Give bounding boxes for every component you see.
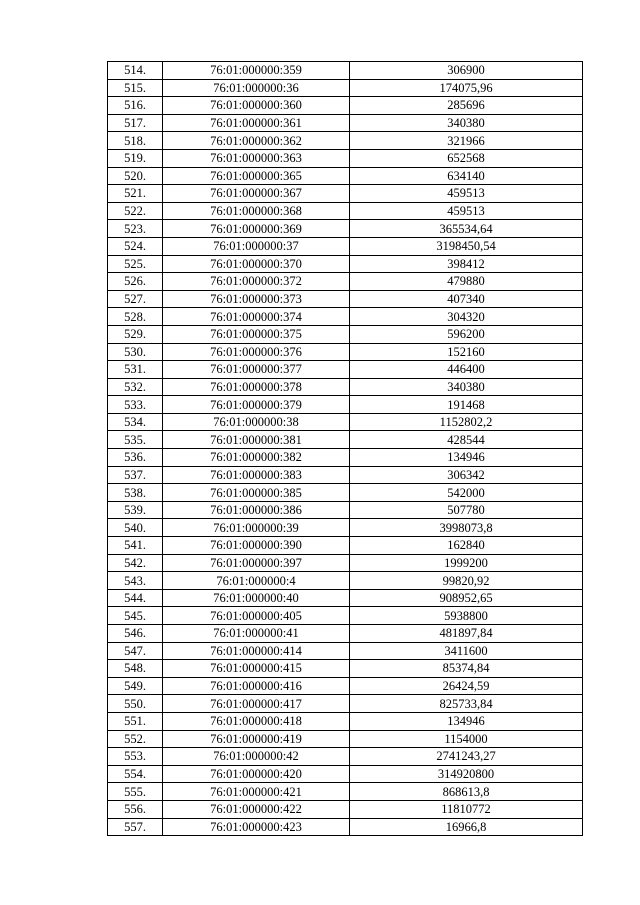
table-row bbox=[108, 273, 583, 291]
row-number-cell: 527. bbox=[108, 290, 163, 308]
row-number-cell: 550. bbox=[108, 695, 163, 713]
value-cell: 634140 bbox=[350, 167, 583, 185]
value-cell: 26424,59 bbox=[350, 677, 583, 695]
value-cell: 340380 bbox=[350, 378, 583, 396]
cadastral-number-cell: 76:01:000000:38 bbox=[163, 413, 350, 431]
table-row bbox=[108, 149, 583, 167]
value-cell: 99820,92 bbox=[350, 572, 583, 590]
value-cell: 398412 bbox=[350, 255, 583, 273]
value-cell: 596200 bbox=[350, 325, 583, 343]
table-row bbox=[108, 800, 583, 818]
cadastral-number-cell: 76:01:000000:419 bbox=[163, 730, 350, 748]
value-cell: 407340 bbox=[350, 290, 583, 308]
table-row bbox=[108, 449, 583, 467]
cadastral-number-cell: 76:01:000000:369 bbox=[163, 220, 350, 238]
cadastral-number-cell: 76:01:000000:372 bbox=[163, 273, 350, 291]
cadastral-number-cell: 76:01:000000:39 bbox=[163, 519, 350, 537]
cadastral-number-cell: 76:01:000000:397 bbox=[163, 554, 350, 572]
cadastral-number-cell: 76:01:000000:420 bbox=[163, 765, 350, 783]
cadastral-number-cell: 76:01:000000:365 bbox=[163, 167, 350, 185]
table-row bbox=[108, 97, 583, 115]
table-row bbox=[108, 167, 583, 185]
table-row bbox=[108, 660, 583, 678]
value-cell: 1152802,2 bbox=[350, 413, 583, 431]
row-number-cell: 529. bbox=[108, 325, 163, 343]
cadastral-number-cell: 76:01:000000:416 bbox=[163, 677, 350, 695]
row-number-cell: 523. bbox=[108, 220, 163, 238]
value-cell: 507780 bbox=[350, 501, 583, 519]
cadastral-number-cell: 76:01:000000:405 bbox=[163, 607, 350, 625]
cadastral-number-cell: 76:01:000000:37 bbox=[163, 237, 350, 255]
value-cell: 191468 bbox=[350, 396, 583, 414]
row-number-cell: 542. bbox=[108, 554, 163, 572]
table-row bbox=[108, 818, 583, 836]
row-number-cell: 545. bbox=[108, 607, 163, 625]
cadastral-number-cell: 76:01:000000:390 bbox=[163, 537, 350, 555]
value-cell: 481897,84 bbox=[350, 625, 583, 643]
table-row bbox=[108, 554, 583, 572]
row-number-cell: 528. bbox=[108, 308, 163, 326]
value-cell: 340380 bbox=[350, 114, 583, 132]
row-number-cell: 515. bbox=[108, 79, 163, 97]
table-row bbox=[108, 114, 583, 132]
table-row bbox=[108, 783, 583, 801]
row-number-cell: 530. bbox=[108, 343, 163, 361]
table-row bbox=[108, 537, 583, 555]
row-number-cell: 520. bbox=[108, 167, 163, 185]
table-row bbox=[108, 466, 583, 484]
row-number-cell: 553. bbox=[108, 748, 163, 766]
table-row bbox=[108, 695, 583, 713]
row-number-cell: 552. bbox=[108, 730, 163, 748]
table-row bbox=[108, 765, 583, 783]
table-row bbox=[108, 361, 583, 379]
table-row bbox=[108, 396, 583, 414]
value-cell: 428544 bbox=[350, 431, 583, 449]
table-row bbox=[108, 62, 583, 80]
cadastral-number-cell: 76:01:000000:414 bbox=[163, 642, 350, 660]
cadastral-number-cell: 76:01:000000:381 bbox=[163, 431, 350, 449]
table-row bbox=[108, 519, 583, 537]
value-cell: 152160 bbox=[350, 343, 583, 361]
value-cell: 3411600 bbox=[350, 642, 583, 660]
table-row bbox=[108, 290, 583, 308]
value-cell: 285696 bbox=[350, 97, 583, 115]
row-number-cell: 540. bbox=[108, 519, 163, 537]
value-cell: 5938800 bbox=[350, 607, 583, 625]
value-cell: 306900 bbox=[350, 62, 583, 80]
row-number-cell: 536. bbox=[108, 449, 163, 467]
value-cell: 1999200 bbox=[350, 554, 583, 572]
row-number-cell: 533. bbox=[108, 396, 163, 414]
table-row bbox=[108, 625, 583, 643]
value-cell: 479880 bbox=[350, 273, 583, 291]
table-row bbox=[108, 132, 583, 150]
row-number-cell: 526. bbox=[108, 273, 163, 291]
cadastral-number-cell: 76:01:000000:367 bbox=[163, 185, 350, 203]
row-number-cell: 537. bbox=[108, 466, 163, 484]
table-row bbox=[108, 642, 583, 660]
table-row bbox=[108, 712, 583, 730]
table-row bbox=[108, 589, 583, 607]
value-cell: 134946 bbox=[350, 712, 583, 730]
cadastral-number-cell: 76:01:000000:418 bbox=[163, 712, 350, 730]
row-number-cell: 547. bbox=[108, 642, 163, 660]
table-row bbox=[108, 220, 583, 238]
row-number-cell: 544. bbox=[108, 589, 163, 607]
cadastral-number-cell: 76:01:000000:360 bbox=[163, 97, 350, 115]
row-number-cell: 556. bbox=[108, 800, 163, 818]
table-row bbox=[108, 607, 583, 625]
cadastral-number-cell: 76:01:000000:40 bbox=[163, 589, 350, 607]
table-row bbox=[108, 185, 583, 203]
table-row bbox=[108, 572, 583, 590]
table-row bbox=[108, 431, 583, 449]
value-cell: 1154000 bbox=[350, 730, 583, 748]
cadastral-number-cell: 76:01:000000:415 bbox=[163, 660, 350, 678]
row-number-cell: 538. bbox=[108, 484, 163, 502]
cadastral-number-cell: 76:01:000000:368 bbox=[163, 202, 350, 220]
cadastral-number-cell: 76:01:000000:374 bbox=[163, 308, 350, 326]
row-number-cell: 539. bbox=[108, 501, 163, 519]
cadastral-number-cell: 76:01:000000:41 bbox=[163, 625, 350, 643]
value-cell: 321966 bbox=[350, 132, 583, 150]
cadastral-number-cell: 76:01:000000:378 bbox=[163, 378, 350, 396]
cadastral-number-cell: 76:01:000000:382 bbox=[163, 449, 350, 467]
table-row bbox=[108, 730, 583, 748]
cadastral-number-cell: 76:01:000000:361 bbox=[163, 114, 350, 132]
table-row bbox=[108, 79, 583, 97]
cadastral-number-cell: 76:01:000000:422 bbox=[163, 800, 350, 818]
value-cell: 446400 bbox=[350, 361, 583, 379]
cadastral-number-cell: 76:01:000000:36 bbox=[163, 79, 350, 97]
cadastral-number-cell: 76:01:000000:385 bbox=[163, 484, 350, 502]
cadastral-number-cell: 76:01:000000:4 bbox=[163, 572, 350, 590]
value-cell: 11810772 bbox=[350, 800, 583, 818]
value-cell: 542000 bbox=[350, 484, 583, 502]
row-number-cell: 555. bbox=[108, 783, 163, 801]
value-cell: 459513 bbox=[350, 185, 583, 203]
value-cell: 459513 bbox=[350, 202, 583, 220]
row-number-cell: 521. bbox=[108, 185, 163, 203]
cadastral-number-cell: 76:01:000000:42 bbox=[163, 748, 350, 766]
cadastral-number-cell: 76:01:000000:363 bbox=[163, 149, 350, 167]
cadastral-number-cell: 76:01:000000:386 bbox=[163, 501, 350, 519]
row-number-cell: 557. bbox=[108, 818, 163, 836]
value-cell: 908952,65 bbox=[350, 589, 583, 607]
row-number-cell: 549. bbox=[108, 677, 163, 695]
row-number-cell: 534. bbox=[108, 413, 163, 431]
cadastral-number-cell: 76:01:000000:376 bbox=[163, 343, 350, 361]
value-cell: 306342 bbox=[350, 466, 583, 484]
table-row bbox=[108, 748, 583, 766]
row-number-cell: 531. bbox=[108, 361, 163, 379]
value-cell: 16966,8 bbox=[350, 818, 583, 836]
row-number-cell: 518. bbox=[108, 132, 163, 150]
value-cell: 868613,8 bbox=[350, 783, 583, 801]
value-cell: 134946 bbox=[350, 449, 583, 467]
value-cell: 2741243,27 bbox=[350, 748, 583, 766]
row-number-cell: 522. bbox=[108, 202, 163, 220]
row-number-cell: 554. bbox=[108, 765, 163, 783]
value-cell: 825733,84 bbox=[350, 695, 583, 713]
row-number-cell: 517. bbox=[108, 114, 163, 132]
value-cell: 652568 bbox=[350, 149, 583, 167]
value-cell: 304320 bbox=[350, 308, 583, 326]
table-row bbox=[108, 378, 583, 396]
row-number-cell: 548. bbox=[108, 660, 163, 678]
cadastral-number-cell: 76:01:000000:362 bbox=[163, 132, 350, 150]
value-cell: 85374,84 bbox=[350, 660, 583, 678]
table-body bbox=[108, 62, 583, 836]
cadastral-number-cell: 76:01:000000:370 bbox=[163, 255, 350, 273]
row-number-cell: 551. bbox=[108, 712, 163, 730]
row-number-cell: 525. bbox=[108, 255, 163, 273]
value-cell: 365534,64 bbox=[350, 220, 583, 238]
value-cell: 3198450,54 bbox=[350, 237, 583, 255]
cadastral-number-cell: 76:01:000000:377 bbox=[163, 361, 350, 379]
cadastral-number-cell: 76:01:000000:383 bbox=[163, 466, 350, 484]
cadastral-number-cell: 76:01:000000:423 bbox=[163, 818, 350, 836]
table-row bbox=[108, 325, 583, 343]
table-row bbox=[108, 501, 583, 519]
row-number-cell: 543. bbox=[108, 572, 163, 590]
cadastral-value-table bbox=[107, 61, 583, 836]
value-cell: 174075,96 bbox=[350, 79, 583, 97]
row-number-cell: 519. bbox=[108, 149, 163, 167]
row-number-cell: 514. bbox=[108, 62, 163, 80]
row-number-cell: 532. bbox=[108, 378, 163, 396]
table-row bbox=[108, 202, 583, 220]
row-number-cell: 524. bbox=[108, 237, 163, 255]
table-row bbox=[108, 484, 583, 502]
table-row bbox=[108, 308, 583, 326]
table-row bbox=[108, 413, 583, 431]
cadastral-number-cell: 76:01:000000:373 bbox=[163, 290, 350, 308]
value-cell: 314920800 bbox=[350, 765, 583, 783]
cadastral-number-cell: 76:01:000000:417 bbox=[163, 695, 350, 713]
value-cell: 3998073,8 bbox=[350, 519, 583, 537]
value-cell: 162840 bbox=[350, 537, 583, 555]
table-row bbox=[108, 677, 583, 695]
cadastral-number-cell: 76:01:000000:421 bbox=[163, 783, 350, 801]
table-row bbox=[108, 343, 583, 361]
table-row bbox=[108, 237, 583, 255]
row-number-cell: 535. bbox=[108, 431, 163, 449]
table-row bbox=[108, 255, 583, 273]
cadastral-number-cell: 76:01:000000:379 bbox=[163, 396, 350, 414]
row-number-cell: 541. bbox=[108, 537, 163, 555]
row-number-cell: 546. bbox=[108, 625, 163, 643]
row-number-cell: 516. bbox=[108, 97, 163, 115]
cadastral-number-cell: 76:01:000000:359 bbox=[163, 62, 350, 80]
cadastral-number-cell: 76:01:000000:375 bbox=[163, 325, 350, 343]
